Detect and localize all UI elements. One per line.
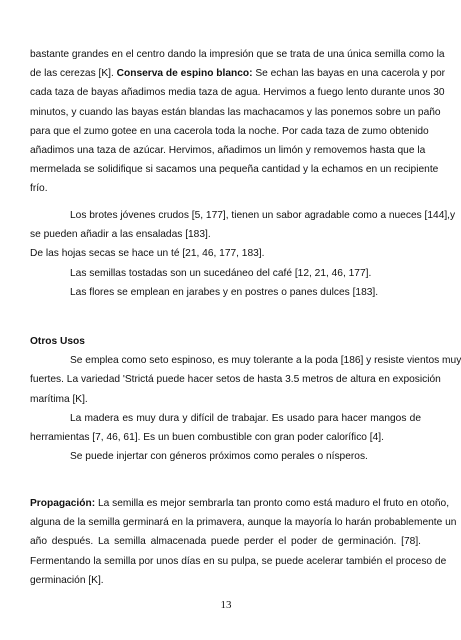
text-line: Las flores se emplean en jarabes y en postres o panes dulces [183].	[70, 286, 379, 298]
text-line: Se emplea como seto espinoso, es muy tolerante a la poda [186] y resiste vientos muy	[70, 355, 461, 367]
page-number: 13	[220, 599, 232, 611]
text-line: marítima [K].	[30, 393, 88, 405]
text-line	[30, 494, 450, 513]
text-line: Los brotes jóvenes crudos [5, 177], tienen un sabor agradable como a nueces [144],y	[70, 210, 456, 221]
section-otros-usos	[30, 332, 461, 466]
text-line: minutos, y cuando las bayas están blandas las machacamos y las ponemos sobre un paño	[30, 106, 441, 118]
text-line: fuertes. La variedad 'Strictá puede hacer setos de hasta 3.5 metros de altura en exposición	[30, 374, 441, 386]
text-line: año después. La semilla almacenada puede perder el poder de germinación. [78].	[30, 536, 421, 548]
text-line: cada taza de bayas añadimos media taza de agua. Hervimos a fuego lento durante unos 30	[30, 87, 445, 99]
text-line: frío.	[30, 183, 48, 195]
text-run: La semilla es mejor sembrarla tan pronto como está maduro el fruto en otoño,	[95, 498, 450, 509]
text-line: germinación [K].	[30, 574, 104, 586]
text-run: Se echan las bayas en una cacerola y por	[252, 68, 446, 80]
text-line: De las hojas secas se hace un té [21, 46, 177, 183].	[30, 248, 265, 260]
text-line	[30, 64, 446, 83]
text-line: mermelada se solidifique si sacamos una pequeña cantidad y la echamos en un recipiente	[30, 164, 439, 176]
propagacion-heading: Propagación:	[30, 498, 96, 509]
text-line: herramientas [7, 46, 61]. Es un buen combustible con gran poder calorífico [4].	[30, 431, 384, 443]
paragraph-propagacion	[30, 494, 457, 590]
section-heading: Otros Usos	[30, 336, 85, 347]
paragraph-usos-alimentarios	[30, 206, 456, 302]
text-line: añadimos una taza de azúcar. Hervimos, añadimos un limón y removemos hasta que la	[30, 144, 426, 156]
text-line: para que el zumo gotee en una cacerola toda la noche. Por cada taza de zumo obtenido	[30, 125, 429, 137]
text-line: Fermentando la semilla por unos días en su pulpa, se puede acelerar también el proceso de	[30, 555, 447, 567]
text-run: de las cerezas [K].	[30, 68, 117, 80]
text-line: bastante grandes en el centro dando la impresión que se trata de una única semilla como la	[30, 49, 445, 60]
conserva-heading: Conserva de espino blanco:	[116, 68, 253, 80]
text-line: Se puede injertar con géneros próximos como perales o nísperos.	[70, 451, 368, 463]
paragraph-conserva	[30, 45, 446, 199]
text-line: Las semillas tostadas son un sucedáneo del café [12, 21, 46, 177].	[70, 267, 372, 279]
text-line: se pueden añadir a las ensaladas [183].	[30, 229, 211, 241]
text-line: alguna de la semilla germinará en la primavera, aunque la mayoría lo harán probablemente un	[30, 517, 457, 529]
text-line: La madera es muy dura y difícil de trabajar. Es usado para hacer mangos de	[70, 412, 421, 424]
